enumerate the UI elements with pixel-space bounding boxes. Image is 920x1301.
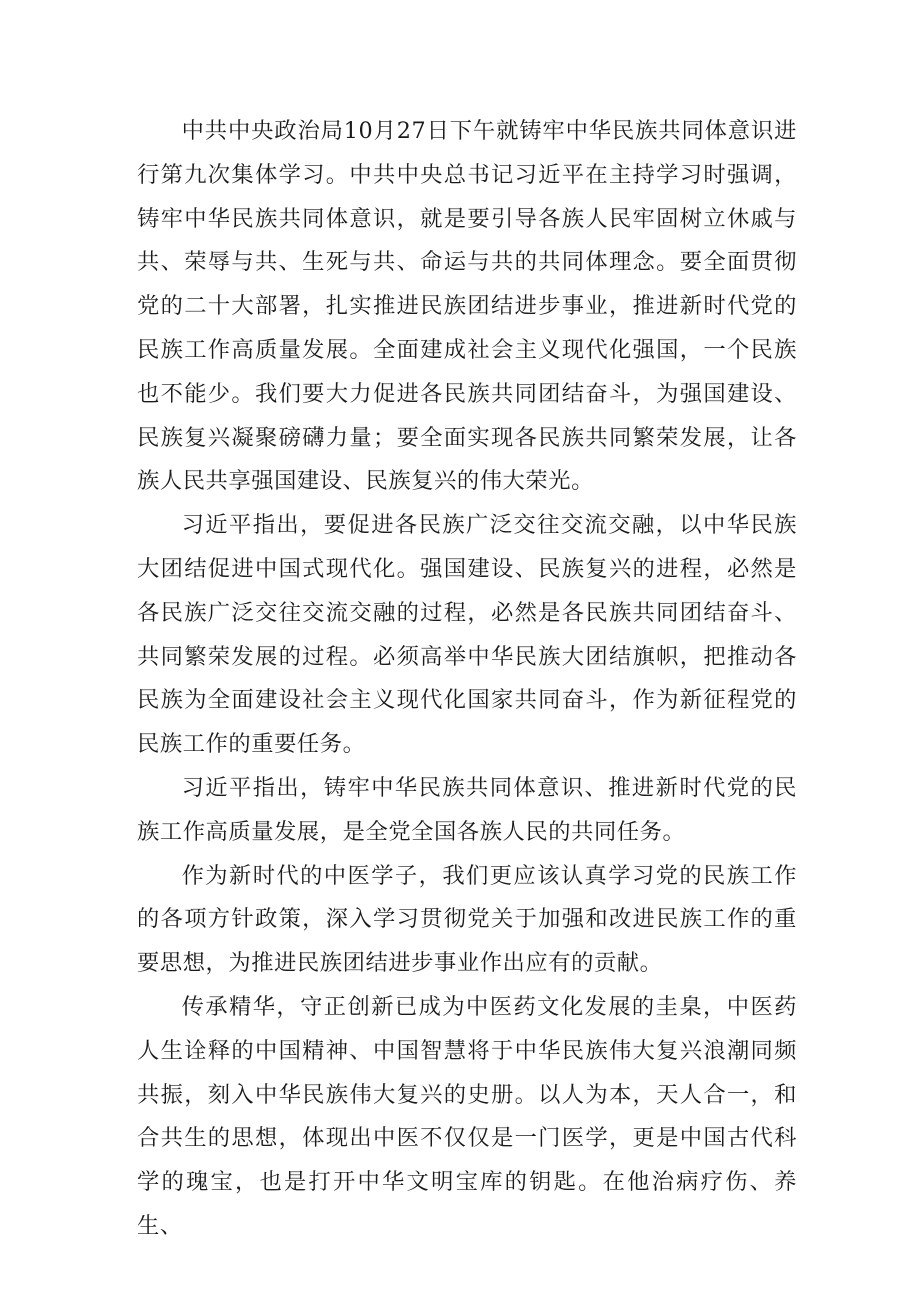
paragraph-2: 习近平指出，要促进各民族广泛交往交流交融，以中华民族大团结促进中国式现代化。强国建设、民族复兴的进程，必然是各民族广泛交往交流交融的过程，必然是各民族共同团结奋斗、共同繁荣发展的过程。必须高举中华民族大团结旗帜，把推动各民族为全面建设社会主义现代化国家共同奋斗，作为新征程党的民族工作的重要任务。 [137, 512, 797, 758]
paragraph-4: 作为新时代的中医学子，我们更应该认真学习党的民族工作的各项方针政策，深入学习贯彻党关于加强和改进民族工作的重要思想，为推进民族团结进步事业作出应有的贡献。 [137, 862, 797, 977]
paragraph-3: 习近平指出，铸牢中华民族共同体意识、推进新时代党的民族工作高质量发展，是全党全国各族人民的共同任务。 [137, 774, 797, 845]
document-body [137, 110, 797, 1249]
paragraph-5: 传承精华，守正创新已成为中医药文化发展的圭臬，中医药人生诠释的中国精神、中国智慧将于中华民族伟大复兴浪潮同频共振，刻入中华民族伟大复兴的史册。以人为本，天人合一，和合共生的思想，体现出中医不仅仅是一门医学，更是中国古代科学的瑰宝，也是打开中华文明宝库的钥匙。在他治病疗伤、养生、 [137, 993, 797, 1239]
paragraph-1: 中共中央政治局10月27日下午就铸牢中华民族共同体意识进行第九次集体学习。中共中央总书记习近平在主持学习时强调，铸牢中华民族共同体意识，就是要引导各族人民牢固树立休戚与共、荣辱与共、生死与共、命运与共的共同体理念。要全面贯彻党的二十大部署，扎实推进民族团结进步事业，推进新时代党的民族工作高质量发展。全面建成社会主义现代化强国，一个民族也不能少。我们要大力促进各民族共同团结奋斗，为强国建设、民族复兴凝聚磅礴力量；要全面实现各民族共同繁荣发展，让各族人民共享强国建设、民族复兴的伟大荣光。 [137, 118, 797, 495]
